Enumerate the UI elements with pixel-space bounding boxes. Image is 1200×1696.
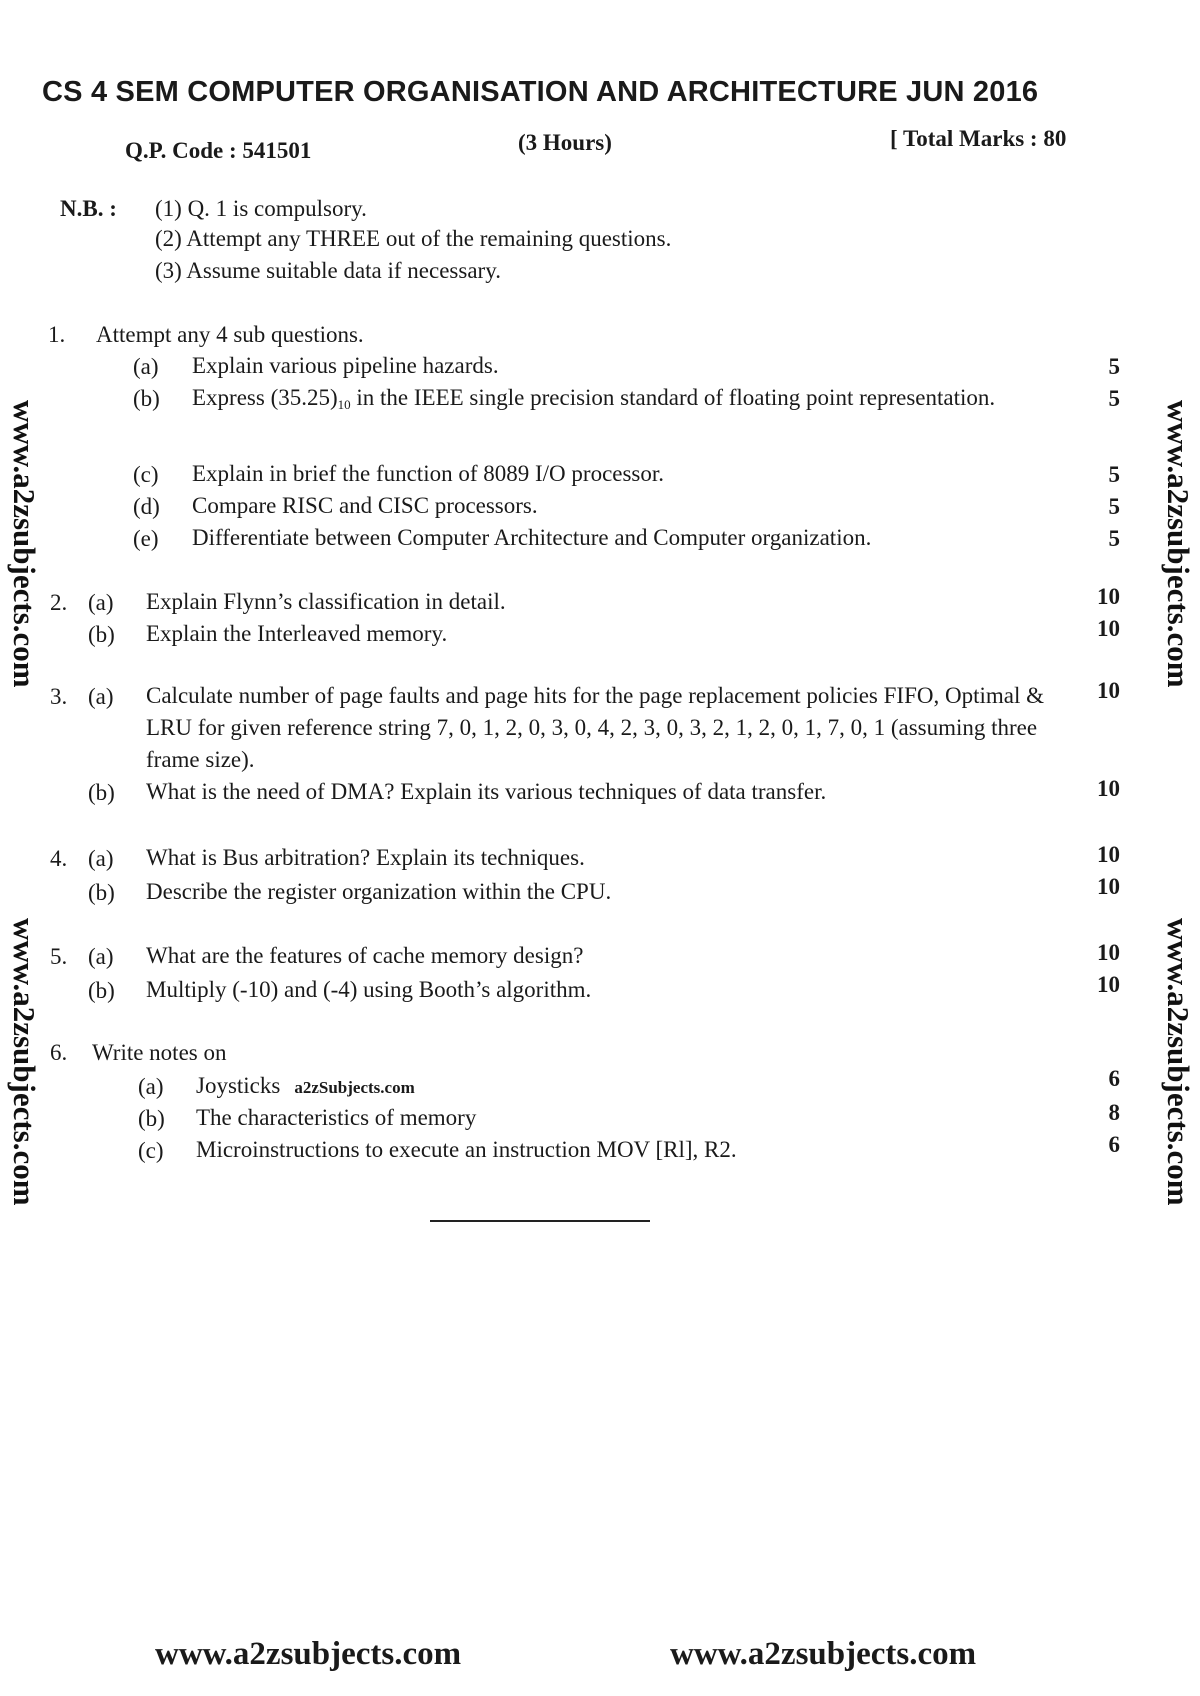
question-text: Microinstructions to execute an instruction MOV [Rl], R2.: [196, 1137, 737, 1162]
question-intro: Write notes on: [92, 1040, 227, 1065]
question-number: 5.: [50, 944, 68, 969]
part-label: (c): [138, 1138, 164, 1163]
question-text: What are the features of cache memory design?: [146, 943, 584, 968]
question-number: 4.: [50, 846, 68, 871]
question-text: Explain Flynn’s classification in detail.: [146, 589, 506, 614]
marks: 5: [1108, 386, 1120, 411]
part-label: (a): [88, 684, 114, 709]
question-number: 2.: [50, 590, 68, 615]
question-number: 1.: [48, 322, 66, 347]
marks: 10: [1097, 874, 1120, 899]
question-text: What is the need of DMA? Explain its various techniques of data transfer.: [146, 779, 827, 804]
duration: (3 Hours): [518, 130, 612, 155]
end-rule: [430, 1220, 650, 1222]
part-label: (a): [138, 1074, 164, 1099]
inline-watermark: a2zSubjects.com: [294, 1078, 415, 1097]
part-label: (b): [133, 386, 160, 411]
question-intro: Attempt any 4 sub questions.: [96, 322, 364, 347]
question-text: Multiply (-10) and (-4) using Booth’s algorithm.: [146, 977, 592, 1002]
note-item: (1) Q. 1 is compulsory.: [155, 196, 367, 221]
part-label: (d): [133, 494, 160, 519]
part-label: (a): [88, 846, 114, 871]
subscript: 10: [337, 397, 351, 412]
question-text: Compare RISC and CISC processors.: [192, 493, 538, 518]
total-marks: [ Total Marks : 80: [890, 126, 1067, 151]
side-watermark: www.a2zsubjects.com: [1161, 918, 1196, 1206]
question-text: Explain various pipeline hazards.: [192, 353, 499, 378]
page-title: CS 4 SEM COMPUTER ORGANISATION AND ARCHITECTURE JUN 2016: [42, 76, 1039, 108]
part-label: (a): [88, 944, 114, 969]
side-watermark: www.a2zsubjects.com: [7, 918, 42, 1206]
part-label: (a): [88, 590, 114, 615]
question-text-part: in the IEEE single precision standard of floating point representation.: [350, 385, 996, 410]
question-number: 3.: [50, 684, 68, 709]
side-watermark: www.a2zsubjects.com: [1161, 400, 1196, 688]
qp-code: Q.P. Code : 541501: [125, 138, 312, 163]
part-label: (b): [88, 780, 115, 805]
part-label: (b): [138, 1106, 165, 1131]
footer-watermark: www.a2zsubjects.com: [155, 1636, 462, 1672]
question-number: 6.: [50, 1040, 68, 1065]
question-text: [196, 1070, 1056, 1104]
question-text: [192, 382, 1062, 421]
question-text: Explain in brief the function of 8089 I/O processor.: [192, 461, 665, 486]
marks: 10: [1097, 972, 1120, 997]
marks: 5: [1108, 526, 1120, 551]
marks: 10: [1097, 616, 1120, 641]
note-item: (2) Attempt any THREE out of the remaining questions.: [155, 226, 672, 251]
footer-watermark: www.a2zsubjects.com: [670, 1636, 977, 1672]
marks: 6: [1108, 1066, 1120, 1091]
marks: 8: [1108, 1100, 1120, 1125]
marks: 6: [1108, 1132, 1120, 1157]
part-label: (c): [133, 462, 159, 487]
part-label: (b): [88, 622, 115, 647]
question-text: Describe the register organization within the CPU.: [146, 879, 612, 904]
question-text-part: Express (35.25): [192, 385, 338, 410]
side-watermark: www.a2zsubjects.com: [7, 400, 42, 688]
part-label: (b): [88, 880, 115, 905]
question-text-part: Joysticks: [196, 1073, 281, 1098]
marks: 10: [1097, 678, 1120, 703]
part-label: (e): [133, 526, 159, 551]
question-text: What is Bus arbitration? Explain its techniques.: [146, 845, 585, 870]
marks: 5: [1108, 354, 1120, 379]
part-label: (a): [133, 354, 159, 379]
question-text: Calculate number of page faults and page hits for the page replacement policies FIFO, Optimal & LRU for given reference string 7, 0, 1, 2, 0, 3, 0, 4, 2, 3, 0, 3, 2, 1, 2, 0, 1, 7, 0, 1 (assuming three frame size).: [146, 683, 1044, 772]
notes-label: N.B. :: [60, 196, 117, 221]
part-label: (b): [88, 978, 115, 1003]
marks: 5: [1108, 494, 1120, 519]
marks: 5: [1108, 462, 1120, 487]
question-text: Differentiate between Computer Architecture and Computer organization.: [192, 525, 872, 550]
note-item: (3) Assume suitable data if necessary.: [155, 258, 501, 283]
marks: 10: [1097, 776, 1120, 801]
marks: 10: [1097, 584, 1120, 609]
question-text: The characteristics of memory: [196, 1105, 477, 1130]
marks: 10: [1097, 940, 1120, 965]
marks: 10: [1097, 842, 1120, 867]
question-text: Explain the Interleaved memory.: [146, 621, 448, 646]
